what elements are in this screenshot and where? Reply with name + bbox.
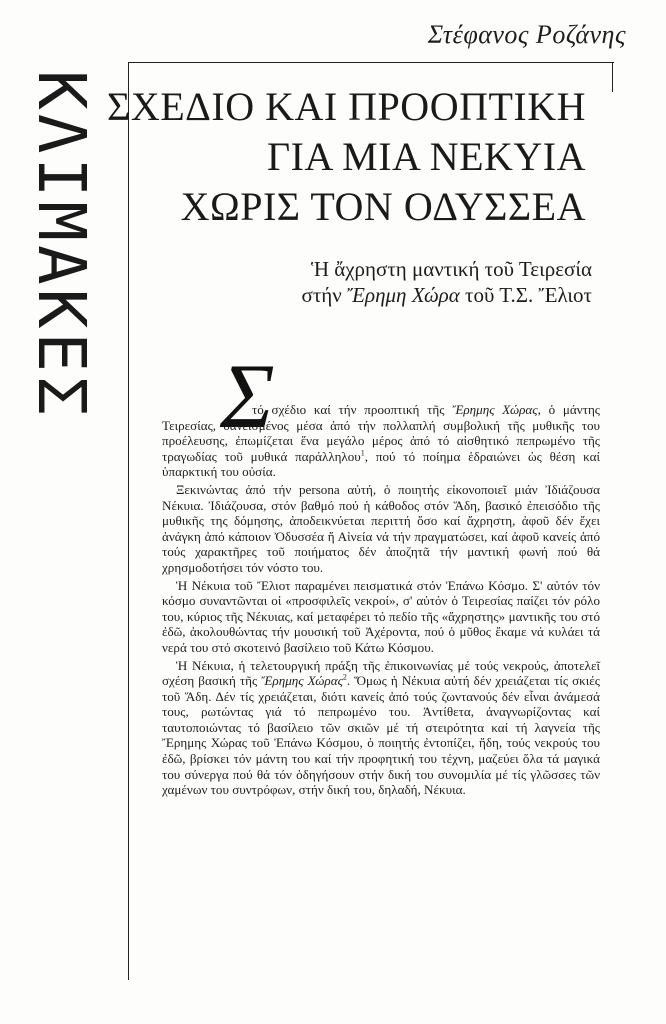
top-rule [128,62,614,63]
paragraph-3: Ἡ Νέκυια τοῦ Ἔλιοτ παραμένει πεισματικά στόν Ἐπάνω Κόσμο. Σ' αὐτόν τόν κόσμο συναντῶνται οἱ «προσφιλεῖς νεκροί», σ' αὐτόν ὁ Τειρεσίας παίζει τόν ρόλο του, κύριος τῆς Νέκυιας, καί μεταφέρει τό πεδίο τῆς «ἄχρηστης» μαντικῆς του στό ἐδῶ, ἀκολουθώντας τήν μουσική τοῦ Ἀχέροντα, πού ὁ μῦθος ἔκαμε νά κυλάει τά νερά του στό σκοτεινό βασίλειο τοῦ Κάτω Κόσμου. [162,577,600,655]
footnote-ref-1: 1 [360,448,365,458]
paragraph-4 [162,658,600,798]
title-line: ΓΙΑ ΜΙΑ ΝΕΚΥΙΑ [267,134,586,179]
subtitle-line-1: Ἡ ἄχρηστη μαντική τοῦ Τειρεσία [310,257,592,281]
p4-text-b: . Ὅμως ἡ Νέκυια αὐτή δέν χρειάζεται τίς σκιές τοῦ Ἅδη. Δέν τίς χρειάζεται, διότι κανείς ἀπό τούς ζωντανούς δέν εἶναι ἀνάμεσά τους, ρωτώντας γιά τό πεπρωμένο του. Ἀντίθετα, ἀναγνωρίζοντας καί ταυτοποιώντας τό βασίλειο τῶν σκιῶν μέ τή στειρότητα καί τή λαγνεία τῆς Ἔρημης Χώρας τοῦ Ἐπάνω Κόσμου, ὁ ποιητής ἐντοπίζει, ἤδη, τούς νεκρούς του ἐδῶ, βρίσκει τόν μάντη του καί τήν προφητική του τέχνη, μαζεύει ὅλα τά μαγικά του σύνεργα πού θά τόν ὁδηγήσουν στήν δική του συνομιλία μέ τίς γλῶσσες τῶν χαμένων του συντρόφων, στήν δική του, δηλαδή, Νέκυια. [162,673,600,798]
right-rule-stub [612,62,613,92]
p1-text-b: , ὁ μάντης Τειρεσίας, δανεισμένος μέσα ἀπό τήν πολλαπλή συμβολική τῆς μυθικῆς του προέλευσης, ἐπωμίζεται ἕνα μεγάλο μέρος ἀπό τό αἰσθητικό πεπρωμένο τῆς τραγωδίας τοῦ μυθικά παράλληλου [162,402,600,464]
p4-italic: Ἔρημης Χώρας [261,673,343,689]
subtitle-line-2 [302,282,592,308]
paragraph-1 [162,402,600,480]
p1-text-c: , πού τό ποίημα ἑδραιώνει ὡς θέση καί ὑπαρκτική του οὐσία. [162,448,600,480]
subtitle-italic: Ἔρημη Χώρα [347,283,460,307]
title-line: ΧΩΡΙΣ ΤΟΝ ΟΔΥΣΣΕΑ [180,184,586,229]
p4-text-a: Ἡ Νέκυια, ἡ τελετουργική πράξη τῆς ἐπικοινωνίας μέ τούς νεκρούς, ἀποτελεῖ σχέση βασική τῆς [162,657,600,689]
footnote-ref-2: 2 [342,672,347,682]
p1-text-a: τό σχέδιο καί τήν προοπτική τῆς [252,402,453,417]
title-line: ΣΧΕΔΙΟ ΚΑΙ ΠΡΟΟΠΤΙΚΗ [107,84,586,129]
article-title [107,82,586,232]
article-subtitle [302,256,592,308]
section-title-vertical: ΚΛΙΜΑΚΕΣ [23,70,100,420]
article-body [162,402,600,800]
paragraph-2: Ξεκινώντας ἀπό τήν persona αὐτή, ὁ ποιητής εἰκονοποιεῖ μιάν Ἰδιάζουσα Νέκυια. Ἰδιάζουσα, στόν βαθμό πού ἡ κάθοδος στόν Ἅδη, βασικό ἐπεισόδιο τῆς μυθικῆς της δόμησης, ἀποδεικνύεται περιττή ὅσο καί ἄχρηστη, ἀφοῦ δέν ἔχει ἀνάγκη ἀπό κάποιον Ὀδυσσέα ἤ Αἰνεία νά τήν πραγματώσει, καί ἀφοῦ κανείς ἀπό τούς χαρακτῆρες τοῦ ποιήματος δέν ἀποζητᾶ τήν μαντική φωνή πού θά χρησμοδοτήσει τόν νόστο του. [162,481,600,575]
author-name: Στέφανος Ροζάνης [427,20,626,49]
subtitle-post: τοῦ Τ.Σ. Ἔλιοτ [459,283,592,307]
p1-italic: Ἔρημης Χώρας [452,402,538,417]
subtitle-pre: στήν [301,283,348,307]
drop-cap: Σ [220,345,275,447]
